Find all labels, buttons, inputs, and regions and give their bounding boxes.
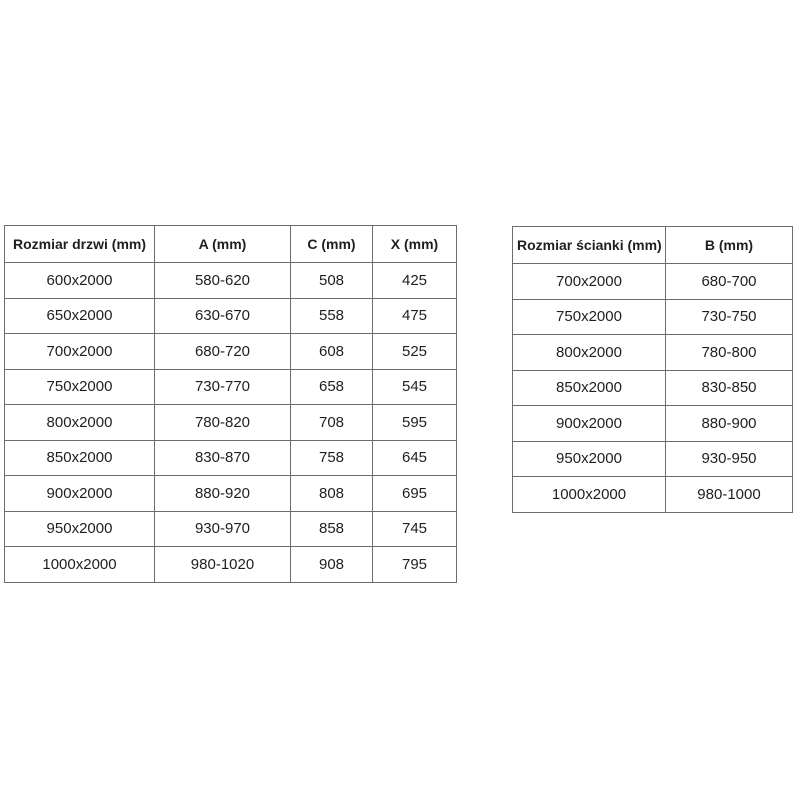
table-cell: 558 [291, 298, 373, 334]
table-row [5, 440, 457, 476]
table-cell: 950x2000 [5, 511, 155, 547]
table-cell: 980-1000 [666, 477, 793, 513]
table-cell: 508 [291, 263, 373, 299]
table-row [5, 334, 457, 370]
table-cell: 880-900 [666, 406, 793, 442]
table-cell: 1000x2000 [513, 477, 666, 513]
table-cell: 600x2000 [5, 263, 155, 299]
table-row [5, 298, 457, 334]
table-cell: 900x2000 [513, 406, 666, 442]
table-row [5, 263, 457, 299]
table-cell: 700x2000 [513, 264, 666, 300]
table-cell: 830-850 [666, 370, 793, 406]
header-row [513, 227, 793, 264]
table-cell: 680-700 [666, 264, 793, 300]
table-row [513, 264, 793, 300]
table-row [513, 335, 793, 371]
table-cell: 900x2000 [5, 476, 155, 512]
table-cell: 730-770 [155, 369, 291, 405]
header-row [5, 226, 457, 263]
table-cell: 908 [291, 547, 373, 583]
table-cell: 950x2000 [513, 441, 666, 477]
table-cell: 880-920 [155, 476, 291, 512]
table-cell: 595 [373, 405, 457, 441]
table-cell: 658 [291, 369, 373, 405]
table-cell: 700x2000 [5, 334, 155, 370]
table-row [5, 547, 457, 583]
table-cell: 630-670 [155, 298, 291, 334]
table-cell: 800x2000 [513, 335, 666, 371]
table-cell: 1000x2000 [5, 547, 155, 583]
table-cell: 858 [291, 511, 373, 547]
table-cell: 830-870 [155, 440, 291, 476]
table-cell: 730-750 [666, 299, 793, 335]
column-header: Rozmiar drzwi (mm) [5, 226, 155, 263]
table-row [5, 369, 457, 405]
table-cell: 780-800 [666, 335, 793, 371]
table-cell: 645 [373, 440, 457, 476]
table-row [513, 477, 793, 513]
table-row [513, 370, 793, 406]
table-cell: 425 [373, 263, 457, 299]
table-cell: 680-720 [155, 334, 291, 370]
table-cell: 980-1020 [155, 547, 291, 583]
column-header: Rozmiar ścianki (mm) [513, 227, 666, 264]
door-size-table [4, 225, 457, 583]
table-cell: 750x2000 [5, 369, 155, 405]
table-cell: 780-820 [155, 405, 291, 441]
column-header: C (mm) [291, 226, 373, 263]
table-row [5, 511, 457, 547]
table-cell: 745 [373, 511, 457, 547]
table-cell: 930-950 [666, 441, 793, 477]
table-cell: 525 [373, 334, 457, 370]
column-header: A (mm) [155, 226, 291, 263]
table-cell: 580-620 [155, 263, 291, 299]
column-header: B (mm) [666, 227, 793, 264]
table-cell: 695 [373, 476, 457, 512]
table-cell: 795 [373, 547, 457, 583]
table-row [5, 476, 457, 512]
table-row [5, 405, 457, 441]
table-row [513, 406, 793, 442]
table-cell: 608 [291, 334, 373, 370]
table-cell: 758 [291, 440, 373, 476]
table-cell: 930-970 [155, 511, 291, 547]
table-cell: 808 [291, 476, 373, 512]
table-cell: 850x2000 [513, 370, 666, 406]
wall-size-table [512, 226, 793, 513]
table-cell: 708 [291, 405, 373, 441]
table-row [513, 299, 793, 335]
column-header: X (mm) [373, 226, 457, 263]
table-cell: 800x2000 [5, 405, 155, 441]
table-cell: 650x2000 [5, 298, 155, 334]
table-cell: 475 [373, 298, 457, 334]
table-cell: 545 [373, 369, 457, 405]
table-row [513, 441, 793, 477]
table-cell: 850x2000 [5, 440, 155, 476]
table-cell: 750x2000 [513, 299, 666, 335]
